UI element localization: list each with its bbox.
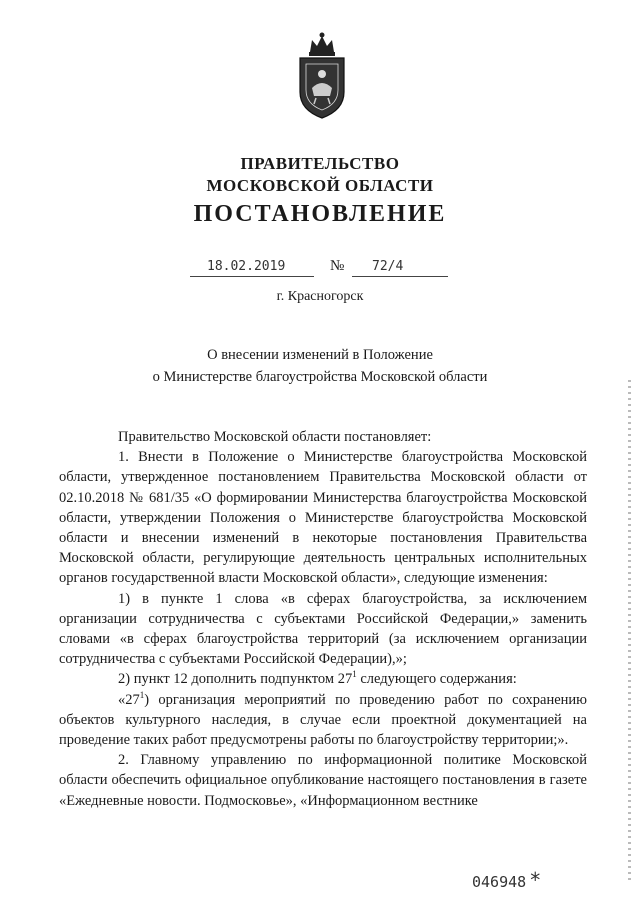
body-intro: Правительство Московской области постановляет: xyxy=(118,429,432,445)
coat-of-arms-icon xyxy=(296,30,348,122)
serial-star: * xyxy=(530,868,541,892)
p4-text-post: ) организация мероприятий по проведению работ по сохранению объектов культурного наследия, в случае если проектной документацией на проведение таких работ предусмотрены работы по благоустройству территории;». xyxy=(59,691,587,749)
p3-text-pre: 2) пункт 12 дополнить подпунктом 27 xyxy=(118,671,353,688)
date-underline xyxy=(190,276,314,277)
p3-superscript: 1 xyxy=(352,669,357,680)
document-date: 18.02.2019 xyxy=(207,259,286,274)
subject-line1: О внесении изменений в Положение xyxy=(207,347,433,363)
serial-number xyxy=(472,868,540,892)
body-paragraph-4 xyxy=(59,690,587,751)
serial-digits: 046948 xyxy=(472,873,527,891)
scan-margin-strip xyxy=(628,380,631,880)
city: г. Красногорск xyxy=(276,289,364,304)
p4-superscript: 1 xyxy=(139,689,145,700)
document-body xyxy=(59,427,587,811)
document-type-title: ПОСТАНОВЛЕНИЕ xyxy=(193,201,447,227)
org-name-line1: ПРАВИТЕЛЬСТВО xyxy=(240,154,400,173)
document-number: 72/4 xyxy=(372,259,404,274)
number-underline xyxy=(352,276,448,277)
org-name-line2: МОСКОВСКОЙ ОБЛАСТИ xyxy=(206,176,434,195)
body-paragraph-3 xyxy=(59,669,587,689)
p3-text-post: следующего содержания: xyxy=(356,671,517,688)
body-paragraph-5: 2. Главному управлению по информационной политике Московской области обеспечить официальное опубликование настоящего постановления в газете «Ежедневные новости. Подмосковье», «Информационном вестнике xyxy=(59,752,587,809)
document-subject xyxy=(0,344,640,388)
body-paragraph-2: 1) в пункте 1 слова «в сферах благоустройства, за исключением организации сотрудничества с субъектами Российской Федерации,» заменить словами «в сферах благоустройства территорий (за исключением организации сотрудничества с субъектами Российской Федерации),»; xyxy=(59,590,587,668)
number-sign: № xyxy=(330,258,345,274)
p4-text-pre: «27 xyxy=(118,691,140,708)
subject-line2: о Министерстве благоустройства Московской области xyxy=(152,369,488,385)
body-paragraph-1: 1. Внести в Положение о Министерстве благоустройства Московской области, утвержденное постановлением Правительства Московской области от 02.10.2018 № 681/35 «О формировании Министерства благоустройства Московской области, утверждении Положения о Министерстве благоустройства Московской области и внесении изменений в некоторые постановления Правительства Московской области, регулирующие деятельность центральных исполнительных органов государственной власти Московской области», следующие изменения: xyxy=(59,449,587,587)
